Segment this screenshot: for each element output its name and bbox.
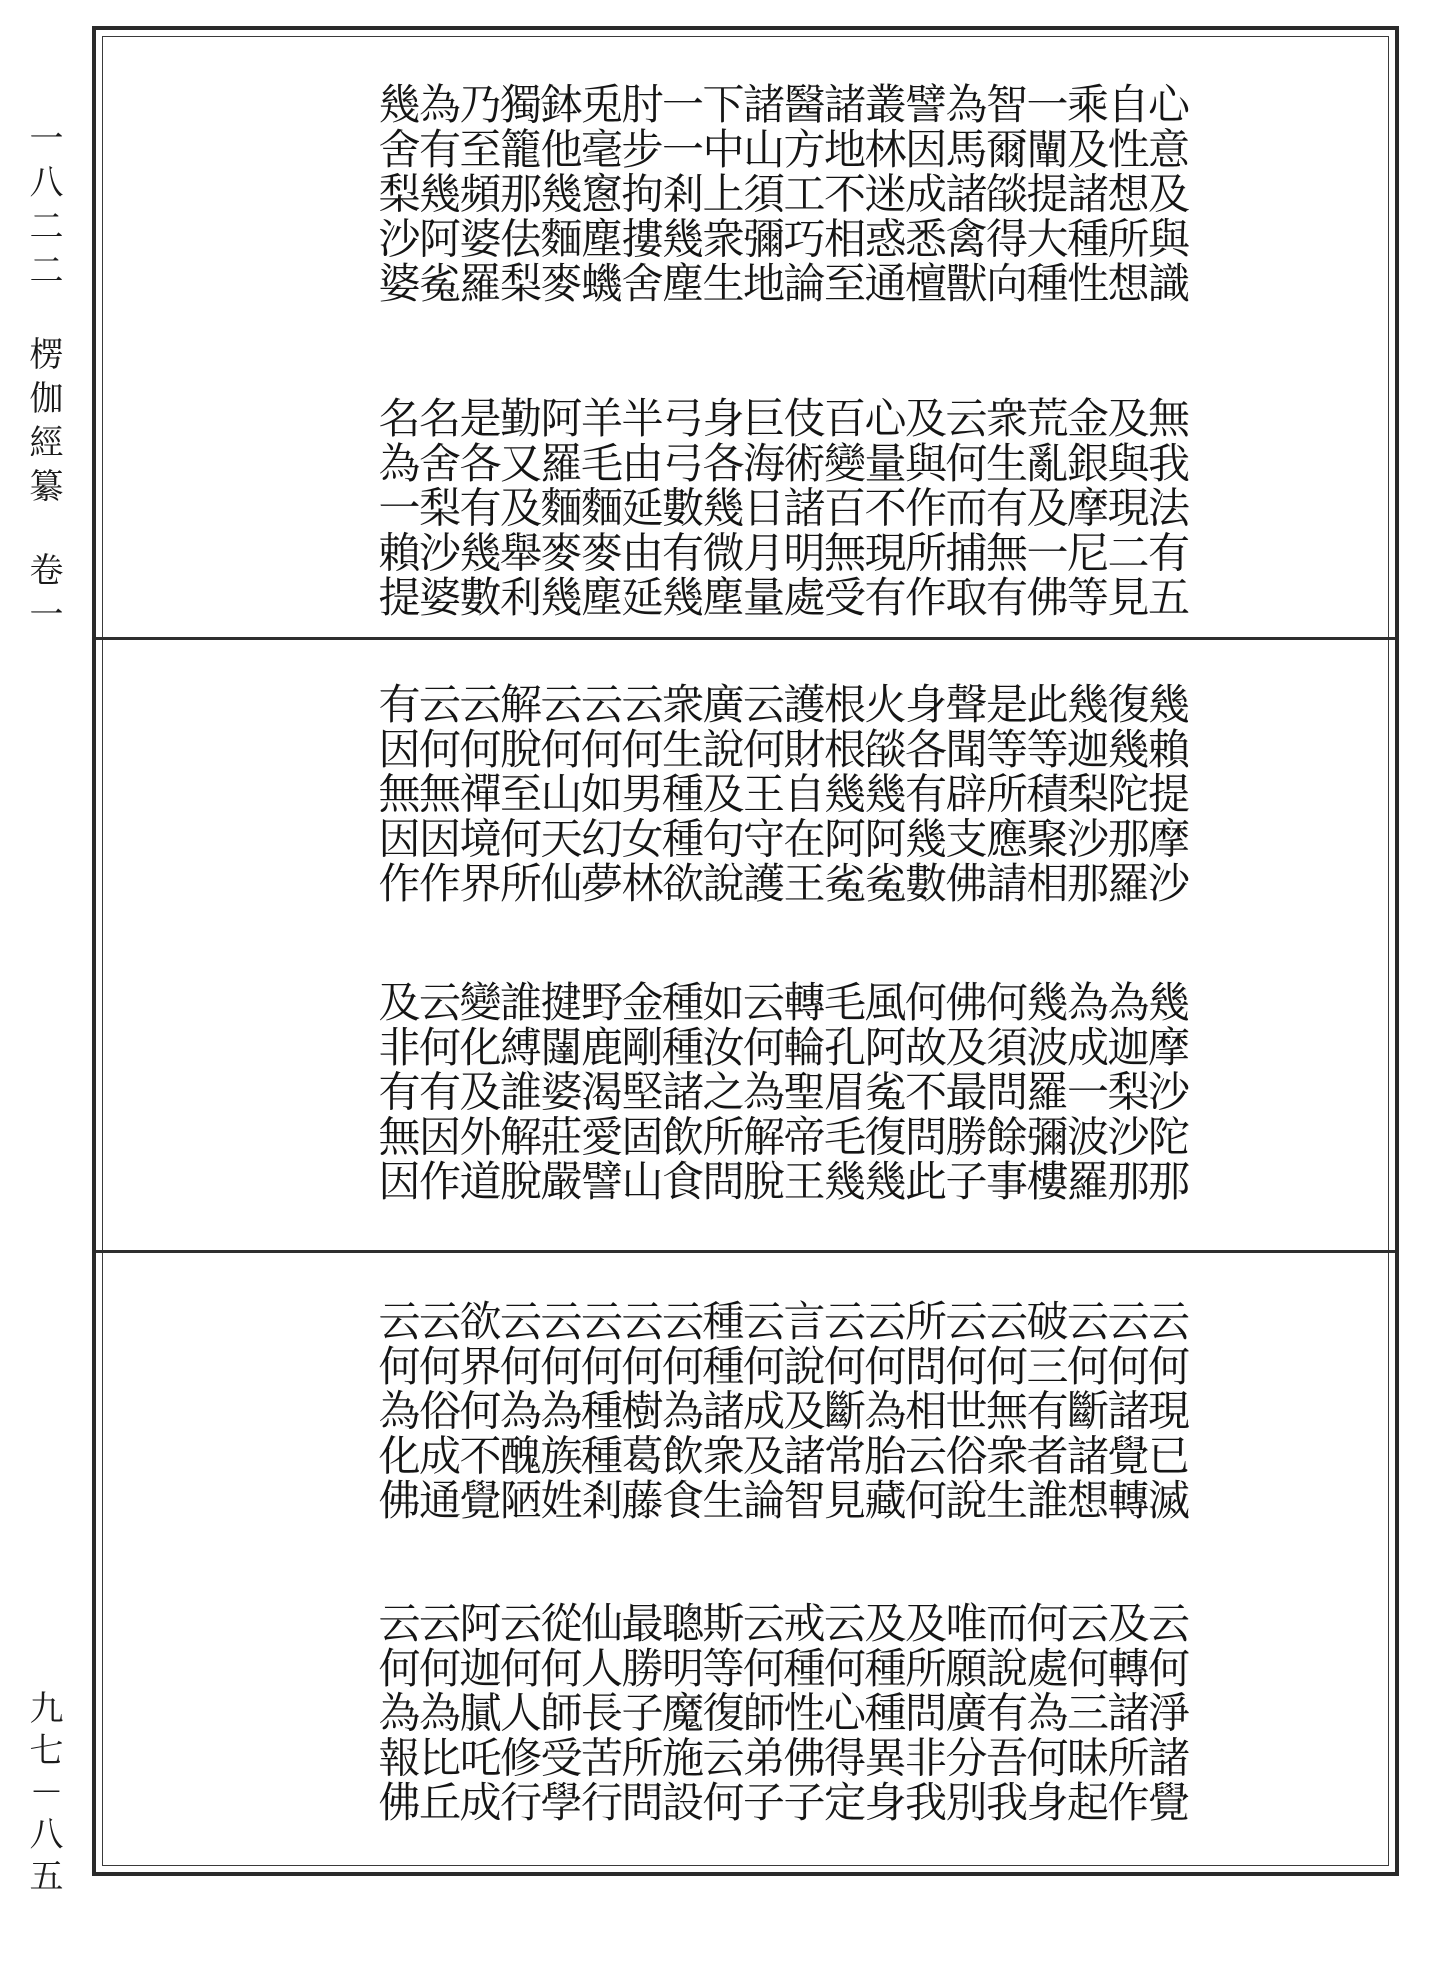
verse-column: 譬因成悉檀 bbox=[899, 82, 948, 306]
verse-column: 伎術諸明處 bbox=[777, 396, 827, 620]
verse-column: 言說及諸智 bbox=[777, 1299, 827, 1523]
verse-column: 諸地不相至 bbox=[818, 82, 867, 306]
verse-column: 種種諸衆生 bbox=[696, 1299, 746, 1523]
verse-column: 下中上衆生 bbox=[696, 82, 746, 306]
verse-column: 百變百無受 bbox=[818, 396, 867, 620]
text-panel-top bbox=[102, 36, 1389, 637]
verse-column: 為馬諸禽獸 bbox=[939, 82, 989, 306]
verse-column: 何處為何身 bbox=[1020, 1601, 1070, 1825]
verse-column: 云何為飲食 bbox=[656, 1299, 705, 1523]
verse-column: 一闡提大種 bbox=[1020, 82, 1070, 306]
verse-column: 誰縛誰解脫 bbox=[494, 980, 543, 1204]
verse-column: 火燄幾阿㝹 bbox=[858, 682, 908, 906]
verse-column: 云何為族姓 bbox=[534, 1299, 584, 1523]
verse-column: 云何斷常見 bbox=[818, 1299, 867, 1523]
margin-book-title: 楞伽經纂 bbox=[23, 336, 63, 512]
verse-column: 云何男女林 bbox=[615, 682, 665, 906]
verse-column: 云何為醜陋 bbox=[494, 1299, 543, 1523]
verse-column: 而說有吾我 bbox=[980, 1601, 1029, 1825]
verse-column: 巨海日月量 bbox=[737, 396, 786, 620]
margin-title-column bbox=[20, 120, 66, 640]
verse-column: 阿羅麵麥幾 bbox=[534, 396, 584, 620]
verse-column: 欲界何不覺 bbox=[453, 1299, 503, 1523]
verse-column: 心量不現有 bbox=[858, 396, 908, 620]
verse-column: 戒種性佛子 bbox=[777, 1601, 827, 1825]
verse-column: 名舍梨沙婆 bbox=[413, 396, 462, 620]
verse-column: 斯等復云何 bbox=[696, 1601, 746, 1825]
verse-column: 云何山天仙 bbox=[534, 682, 584, 906]
verse-column: 何須問餘事 bbox=[980, 980, 1029, 1204]
verse-column: 云何禪境界 bbox=[453, 682, 503, 906]
verse-column: 野鹿渴愛譬 bbox=[575, 980, 624, 1204]
verse-column: 仙人長苦行 bbox=[575, 1601, 624, 1825]
verse-column: 幾波羅彌樓 bbox=[1020, 980, 1070, 1204]
margin-serial-number: 一八二二 bbox=[23, 120, 63, 296]
verse-column: 衆生種種欲 bbox=[656, 682, 705, 906]
verse-column: 乃至頻婆羅 bbox=[453, 82, 503, 306]
verse-column: 荒亂及一佛 bbox=[1020, 396, 1070, 620]
verse-column: 轉輪聖帝王 bbox=[777, 980, 827, 1204]
verse-column: 云何成及論 bbox=[737, 1299, 786, 1523]
verse-column: 云何王守護 bbox=[737, 682, 786, 906]
verse-column: 幾賴提摩沙 bbox=[1142, 682, 1191, 906]
verse-column: 毛孔眉毛幾 bbox=[818, 980, 867, 1204]
margin-page-number: 九七－八五 bbox=[23, 1690, 63, 1900]
text-panel-bottom bbox=[102, 1253, 1389, 1866]
verse-column: 及與作所作 bbox=[899, 396, 948, 620]
verse-column: 復幾陀那羅 bbox=[1101, 682, 1151, 906]
verse-column: 何故不問此 bbox=[899, 980, 948, 1204]
verse-column: 從何師受學 bbox=[534, 1601, 584, 1825]
verse-column: 云何世俗說 bbox=[939, 1299, 989, 1523]
verse-column: 云何心得定 bbox=[818, 1601, 867, 1825]
verse-column: 無我法有五 bbox=[1142, 396, 1191, 620]
verse-column: 聰明魔施設 bbox=[656, 1601, 705, 1825]
verse-column: 唯願廣分別 bbox=[939, 1601, 989, 1825]
verse-column: 肘步拘摟舍 bbox=[615, 82, 665, 306]
verse-column: 云何為胎藏 bbox=[858, 1299, 908, 1523]
verse-column: 云何現已滅 bbox=[1142, 1299, 1191, 1523]
verse-column: 揵闥婆莊嚴 bbox=[534, 980, 584, 1204]
verse-column: 名為一賴提 bbox=[372, 396, 422, 620]
verse-column: 為迦梨沙那 bbox=[1101, 980, 1151, 1204]
verse-column: 及與現二見 bbox=[1101, 396, 1151, 620]
verse-column: 云何斷諸想 bbox=[1061, 1299, 1110, 1523]
verse-column: 是等所應請 bbox=[980, 682, 1029, 906]
verse-column: 云何如幻夢 bbox=[575, 682, 624, 906]
margin-volume-label: 卷一 bbox=[23, 552, 63, 640]
verse-column: 身各幾微塵 bbox=[696, 396, 746, 620]
verse-column: 如汝之所問 bbox=[696, 980, 746, 1204]
verse-column: 弓弓數有幾 bbox=[656, 396, 705, 620]
verse-column: 護財自在王 bbox=[777, 682, 827, 906]
verse-column: 云何有因作 bbox=[413, 980, 462, 1204]
verse-column: 破三有者誰 bbox=[1020, 1299, 1070, 1523]
verse-column: 云何無衆生 bbox=[980, 1299, 1029, 1523]
verse-column: 鉢他幾麵麥 bbox=[534, 82, 584, 306]
verse-column: 云何淨諸覺 bbox=[1142, 1601, 1191, 1825]
verse-column: 有因無因作 bbox=[372, 682, 422, 906]
verse-column: 根根幾阿㝹 bbox=[818, 682, 867, 906]
verse-column: 云何無因作 bbox=[413, 682, 462, 906]
verse-column: 最勝子所問 bbox=[615, 1601, 665, 1825]
verse-column: 半由延由延 bbox=[615, 396, 665, 620]
verse-column: 種種諸飲食 bbox=[656, 980, 705, 1204]
verse-column: 云何為化佛 bbox=[372, 1299, 422, 1523]
verse-column: 及轉諸所作 bbox=[1101, 1601, 1151, 1825]
verse-column: 所問相云何 bbox=[899, 1299, 948, 1523]
verse-column: 及種種異身 bbox=[858, 1601, 908, 1825]
verse-column: 叢林迷惑通 bbox=[858, 82, 908, 306]
verse-column: 云何為報佛 bbox=[372, 1601, 422, 1825]
text-panel-middle bbox=[102, 640, 1389, 1250]
verse-column: 金剛堅固山 bbox=[615, 980, 665, 1204]
verse-column: 此等積聚相 bbox=[1020, 682, 1070, 906]
verse-column: 勤又及舉利 bbox=[494, 396, 543, 620]
verse-column: 幾摩沙陀那 bbox=[1142, 980, 1191, 1204]
verse-column: 金銀摩尼等 bbox=[1061, 396, 1110, 620]
verse-column: 云何人修行 bbox=[494, 1601, 543, 1825]
verse-column: 云何師弟子 bbox=[737, 1601, 786, 1825]
verse-column: 自性想所想 bbox=[1101, 82, 1151, 306]
verse-column: 是各有幾數 bbox=[453, 396, 503, 620]
verse-column: 解脫至何所 bbox=[494, 682, 543, 906]
verse-column: 智爾燄得向 bbox=[980, 82, 1029, 306]
verse-column: 幾迦梨沙那 bbox=[1061, 682, 1110, 906]
verse-column: 云何種種剎 bbox=[575, 1299, 624, 1523]
verse-column: 為成一波羅 bbox=[1061, 980, 1110, 1204]
verse-column: 云何為解脫 bbox=[737, 980, 786, 1204]
verse-column: 乘及諸種性 bbox=[1061, 82, 1110, 306]
verse-column: 心意及與識 bbox=[1142, 82, 1191, 306]
verse-column: 身各有幾數 bbox=[899, 682, 948, 906]
verse-column: 云何三昧起 bbox=[1061, 1601, 1110, 1825]
verse-column: 兎毫窻塵蟣 bbox=[575, 82, 624, 306]
verse-column: 羊毛麵麥塵 bbox=[575, 396, 624, 620]
verse-column: 云何諸覺轉 bbox=[1101, 1299, 1151, 1523]
verse-column: 云何樹葛藤 bbox=[615, 1299, 665, 1523]
verse-column: 及所問非我 bbox=[899, 1601, 948, 1825]
verse-column: 獨籠那佉梨 bbox=[494, 82, 543, 306]
verse-column: 變化及外道 bbox=[453, 980, 503, 1204]
verse-column: 聲聞辟支佛 bbox=[939, 682, 989, 906]
verse-column: 云何為比丘 bbox=[413, 1601, 462, 1825]
verse-column: 為有幾阿㝹 bbox=[413, 82, 462, 306]
verse-column: 阿迦膩吒成 bbox=[453, 1601, 503, 1825]
verse-column: 云何俗成通 bbox=[413, 1299, 462, 1523]
verse-column: 風阿㝹復幾 bbox=[858, 980, 908, 1204]
verse-column: 云何而捕取 bbox=[939, 396, 989, 620]
verse-column: 幾舍梨沙婆 bbox=[372, 82, 422, 306]
verse-column: 廣說及句說 bbox=[696, 682, 746, 906]
verse-column: 衆生有無有 bbox=[980, 396, 1029, 620]
verse-column: 及非有無因 bbox=[372, 980, 422, 1204]
verse-column: 一一剎幾塵 bbox=[656, 82, 705, 306]
verse-column: 佛及最勝子 bbox=[939, 980, 989, 1204]
verse-column: 醫方工巧論 bbox=[777, 82, 827, 306]
verse-column: 諸山須彌地 bbox=[737, 82, 786, 306]
